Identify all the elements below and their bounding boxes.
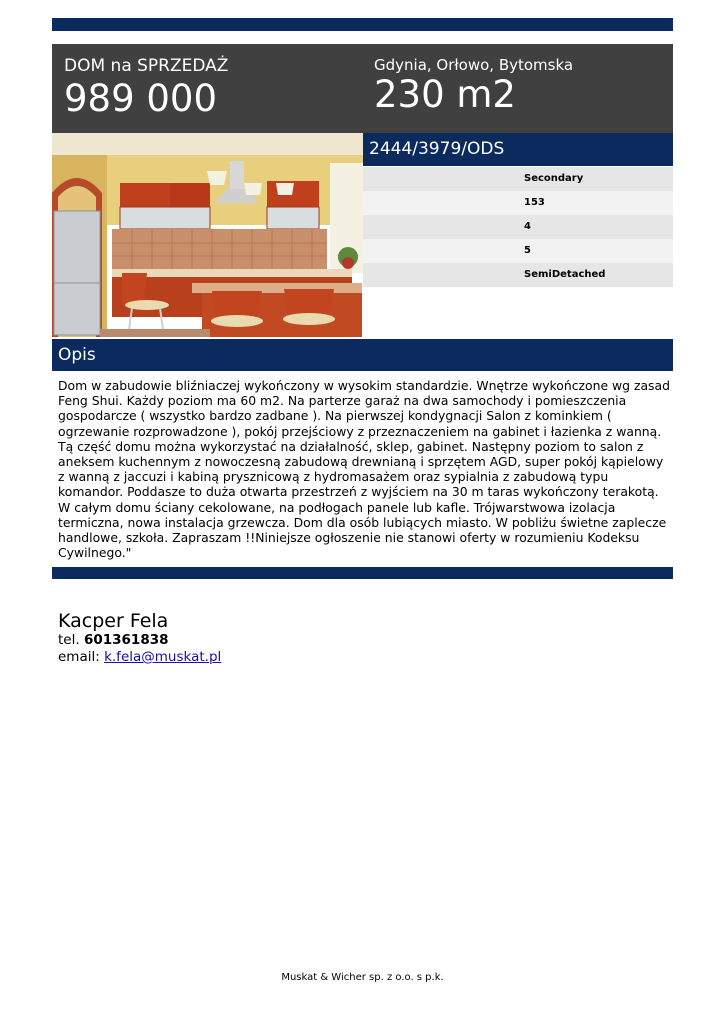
top-accent-bar: [52, 18, 673, 31]
property-details-table: [363, 167, 673, 287]
listing-reference: 2444/3979/ODS: [363, 133, 673, 166]
bottom-accent-bar: [52, 567, 673, 579]
phone-number: 601361838: [83, 632, 169, 648]
agent-contact: [58, 610, 221, 666]
property-value-3: 4: [363, 215, 673, 239]
listing-type: DOM na SPRZEDAŻ: [64, 56, 229, 76]
agent-name: Kacper Fela: [58, 610, 169, 632]
listing-location: Gdynia, Orłowo, Bytomska: [374, 56, 574, 74]
footer-company: Muskat & Wicher sp. z o.o. s p.k.: [281, 972, 444, 983]
listing-header: [52, 44, 673, 133]
header-right: [374, 56, 573, 116]
agent-email-line: [58, 649, 221, 666]
email-link[interactable]: k.fela@muskat.pl: [104, 649, 222, 665]
listing-area: 230 m2: [374, 73, 516, 116]
email-label: email:: [58, 649, 100, 665]
description-text: Dom w zabudowie bliźniaczej wykończony w wysokim standardzie. Wnętrze wykończone wg zasad Feng Shui. Każdy poziom ma 60 m2. Na parterze garaż na dwa samochody i pomieszczenia gospodarcze ( wszystko bardzo zadbane ). Na pierwszej kondygnacji Salon z kominkiem ( ogrzewanie rozprowadzone ), pokój przejściowy z przeznaczeniem na gabinet i łazienka z wanną. Tą część domu można wykorzystać na działalność, sklep, gabinet. Następny poziom to salon z aneksem kuchennym z nowoczesną zabudową drewnianą i sprzętem AGD, super pokój kąpielowy z wanną z jaccuzi i kabiną prysznicową z hydromasażem oraz sypialnia z zabudową typu komandor. Poddasze to duża otwarta przestrzeń z wyjściem na 30 m taras wykończony terakotą. W całym domu ściany cekolowane, na podłogach panele lub kafle. Trójwarstwowa izolacja termiczna, nowa instalacja grzewcza. Dom dla osób lubiących miasto. W pobliżu świetne zaplecze handlowe, szkoła. Zapraszam !!Niniejsze ogłoszenie nie stanowi oferty w rozumieniu Kodeksu Cywilnego.": [58, 378, 670, 561]
property-photo: [52, 133, 363, 337]
phone-label: tel.: [58, 632, 80, 648]
property-market: Secondary: [363, 167, 673, 191]
property-value-2: 153: [363, 191, 673, 215]
kitchen-photo-illustration: [52, 133, 363, 337]
description-heading: Opis: [52, 339, 673, 371]
property-building-type: SemiDetached: [363, 263, 673, 287]
listing-price: 989 000: [64, 77, 218, 120]
header-left: [64, 56, 228, 120]
property-value-4: 5: [363, 239, 673, 263]
agent-phone-line: [58, 632, 221, 649]
